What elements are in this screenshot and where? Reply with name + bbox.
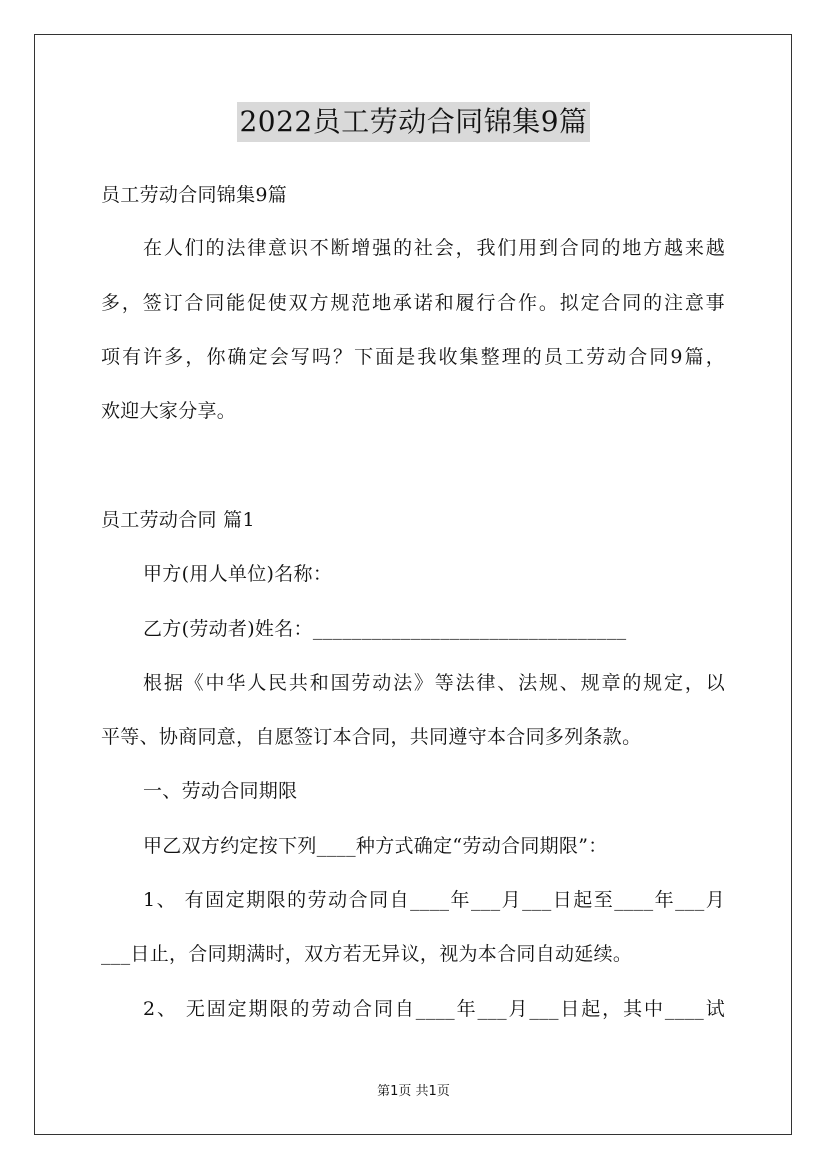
section-heading: 员工劳动合同 篇1	[101, 509, 255, 531]
item1-line-1: 1、 有固定期限的劳动合同自____年___月___日起至____年___月	[143, 889, 725, 911]
party-b-line: 乙方(劳动者)姓名：________________________________	[143, 618, 627, 640]
intro-line-1: 在人们的法律意识不断增强的社会，我们用到合同的地方越来越	[143, 237, 725, 259]
intro-line-2: 多，签订合同能促使双方规范地承诺和履行合作。拟定合同的注意事	[101, 292, 725, 314]
document-title	[0, 102, 827, 142]
page-footer: 第1页 共1页	[377, 1084, 450, 1099]
party-a-line: 甲方(用人单位)名称：	[143, 563, 333, 585]
intro-line-4: 欢迎大家分享。	[101, 400, 237, 422]
item2-line-1: 2、 无固定期限的劳动合同自____年___月___日起，其中____试	[143, 998, 725, 1020]
basis-line-2: 平等、协商同意，自愿签订本合同，共同遵守本合同多列条款。	[101, 726, 642, 748]
document-title-text: 2022员工劳动合同锦集9篇	[237, 102, 589, 142]
item1-line-2: ___日止，合同期满时，双方若无异议，视为本合同自动延续。	[101, 943, 633, 965]
intro-line-3: 项有许多，你确定会写吗？下面是我收集整理的员工劳动合同9篇，	[101, 346, 725, 368]
document-subtitle: 员工劳动合同锦集9篇	[101, 184, 288, 206]
clause-intro: 甲乙双方约定按下列____种方式确定“劳动合同期限”：	[143, 835, 608, 857]
basis-line-1: 根据《中华人民共和国劳动法》等法律、法规、规章的规定，以	[143, 672, 725, 694]
clause-heading: 一、劳动合同期限	[143, 780, 298, 802]
